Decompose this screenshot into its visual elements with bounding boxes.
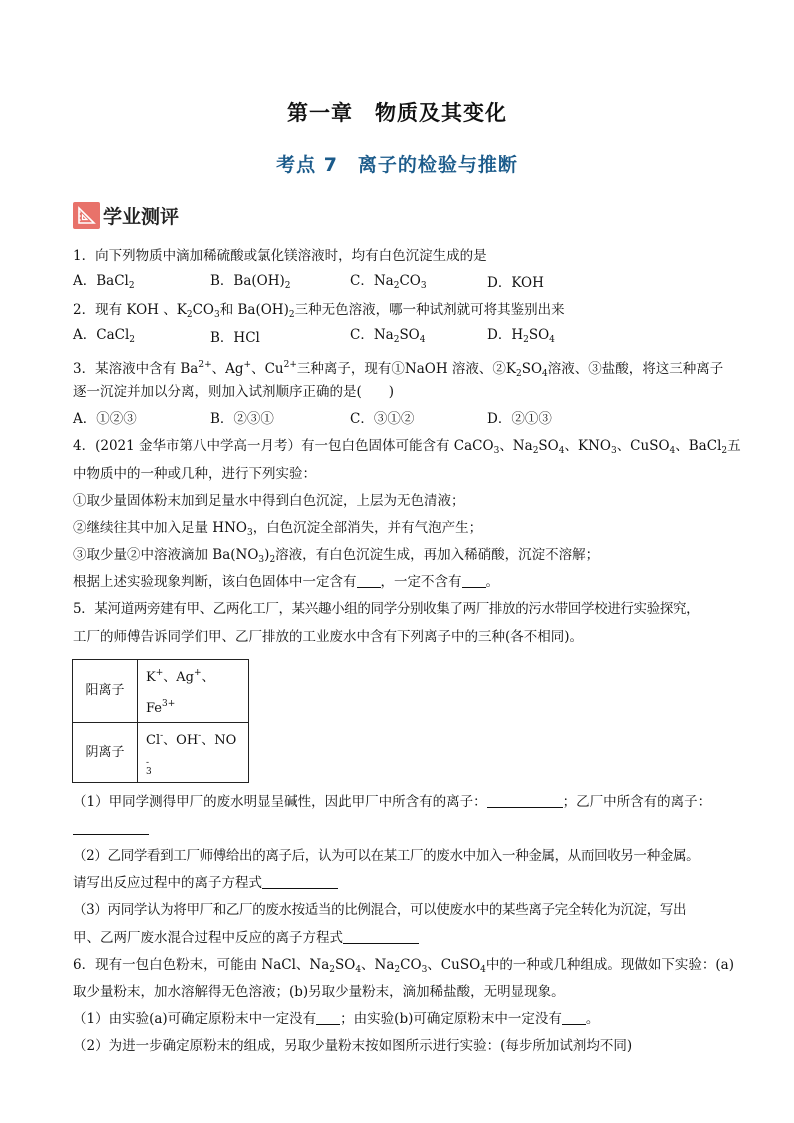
answer-blank[interactable]	[73, 820, 149, 835]
q4-conclusion: 根据上述实验现象判断，该白色固体中一定含有 ，一定不含有 。	[73, 574, 499, 591]
q1-options	[73, 270, 733, 297]
q2-option-b: B．HCl	[210, 329, 260, 346]
triangle-ruler-icon	[73, 202, 100, 229]
q1-option-c: C．$Na_2CO_3$	[350, 272, 427, 291]
q3-option-b: B．②③①	[210, 411, 274, 428]
q3-option-a: A．①②③	[73, 411, 137, 428]
q4-step1: ①取少量固体粉末加到足量水中得到白色沉淀，上层为无色清液；	[73, 492, 465, 509]
question-list	[73, 243, 741, 1061]
topic-title: 考点 7 离子的检验与推断	[276, 154, 518, 176]
answer-blank[interactable]	[357, 573, 381, 588]
q5-part2-line2: 请写出反应过程中的离子方程式	[73, 870, 733, 897]
table-row	[73, 659, 249, 722]
ion-table	[72, 659, 249, 783]
q6-stem-line1: 6．现有一包白色粉末，可能由 NaCl、$Na_2SO_4$、$Na_2CO_3$、CuSO$_4$中的一种或几种组成。现做如下实验：(a)	[73, 956, 734, 975]
q3-stem-line2: 逐一沉淀并加以分离，则加入试剂顺序正确的是( )	[73, 383, 395, 400]
q1-stem: 1．向下列物质中滴加稀硫酸或氯化镁溶液时，均有白色沉淀生成的是	[73, 248, 487, 264]
answer-blank[interactable]	[262, 874, 338, 889]
q5-part3-line2: 甲、乙两厂废水混合过程中反应的离子方程式	[73, 925, 733, 952]
q1-option-b: B．$Ba(OH)_2$	[210, 272, 291, 291]
answer-blank[interactable]	[343, 929, 419, 944]
section-header	[73, 199, 179, 231]
q6-stem-line2: 取少量粉末，加水溶解得无色溶液；(b)另取少量粉末，滴加稀盐酸，无明显现象。	[73, 983, 565, 1000]
chapter-title: 第一章 物质及其变化	[287, 101, 507, 125]
table-cell-cations: K+、Ag+、$Fe^{3+}$	[138, 659, 249, 722]
q5-part3-line1: （3）丙同学认为将甲厂和乙厂的废水按适当的比例混合，可以使废水中的某些离子完全转化为沉淀，写出	[73, 902, 687, 919]
q6-part2: （2）为进一步确定原粉末的组成，另取少量粉末按如图所示进行实验：(每步所加试剂均不同)	[73, 1038, 633, 1055]
q5-part1-continued	[73, 816, 733, 843]
table-cell-anion-label: 阴离子	[73, 723, 138, 782]
answer-blank[interactable]	[316, 1010, 340, 1025]
answer-blank[interactable]	[487, 793, 563, 808]
q3-stem-line1: 3．某溶液中含有 $Ba^{2+}$、Ag+、$Cu^{2+}$三种离子，现有①NaOH 溶液、$②K_2SO_4$溶液、③盐酸，将这三种离子	[73, 359, 724, 379]
answer-blank[interactable]	[462, 573, 486, 588]
q5-part1: （1）甲同学测得甲厂的废水明显呈碱性，因此甲厂中所含有的离子： ；乙厂中所含有的离子：	[73, 793, 712, 810]
q2-stem: 2．现有 KOH 、$K_2CO_3$和 $Ba(OH)_2$三种无色溶液，哪一种试剂就可将其鉴别出来	[73, 302, 565, 321]
table-cell-cation-label: 阳离子	[73, 659, 138, 722]
q2-option-a: A．CaCl$_2$	[73, 327, 136, 346]
q4-step3: ③取少量②中溶液滴加 $Ba(NO_3)_2$溶液，有白色沉淀生成，再加入稀硝酸，沉淀不溶解；	[73, 547, 600, 566]
q5-stem-line1: 5．某河道两旁建有甲、乙两化工厂，某兴趣小组的同学分别收集了两厂排放的污水带回学校进行实验探究，	[73, 601, 700, 618]
q4-stem-line2: 中物质中的一种或几种，进行下列实验：	[73, 465, 316, 482]
q1-option-d: D．KOH	[487, 275, 544, 292]
q2-option-c: C．$Na_2SO_4$	[350, 327, 426, 346]
q5-stem-line2: 工厂的师傅告诉同学们甲、乙厂排放的工业废水中含有下列离子中的三种(各不相同)。	[73, 628, 584, 645]
q3-options	[73, 406, 733, 433]
q3-option-c: C．③①②	[350, 411, 415, 428]
section-label: 学业测评	[103, 205, 180, 228]
q5-part2-line1: （2）乙同学看到工厂师傅给出的离子后，认为可以在某工厂的废水中加入一种金属，从而回收另一种金属。	[73, 848, 700, 864]
q2-options	[73, 325, 733, 352]
answer-blank[interactable]	[562, 1010, 586, 1025]
q3-option-d: D．②①③	[487, 411, 552, 428]
q4-step2: ②继续往其中加入足量 $HNO_3$，白色沉淀全部消失，并有气泡产生；	[73, 519, 483, 538]
q2-option-d: D．$H_2SO_4$	[487, 327, 555, 346]
q1-option-a: A．BaCl$_2$	[73, 272, 135, 291]
table-row	[73, 723, 249, 782]
table-cell-anions: Cl-、OH-、NO - 3	[138, 723, 249, 782]
q6-part1: （1）由实验(a)可确定原粉末中一定没有 ；由实验(b)可确定原粉末中一定没有 。	[73, 1011, 600, 1028]
q4-stem-line1: 4．(2021 金华市第八中学高一月考）有一包白色固体可能含有 CaCO$_3$、$Na_2SO_4$、$KNO_3$、CuSO$_4$、BaCl$_2$五	[73, 438, 741, 457]
